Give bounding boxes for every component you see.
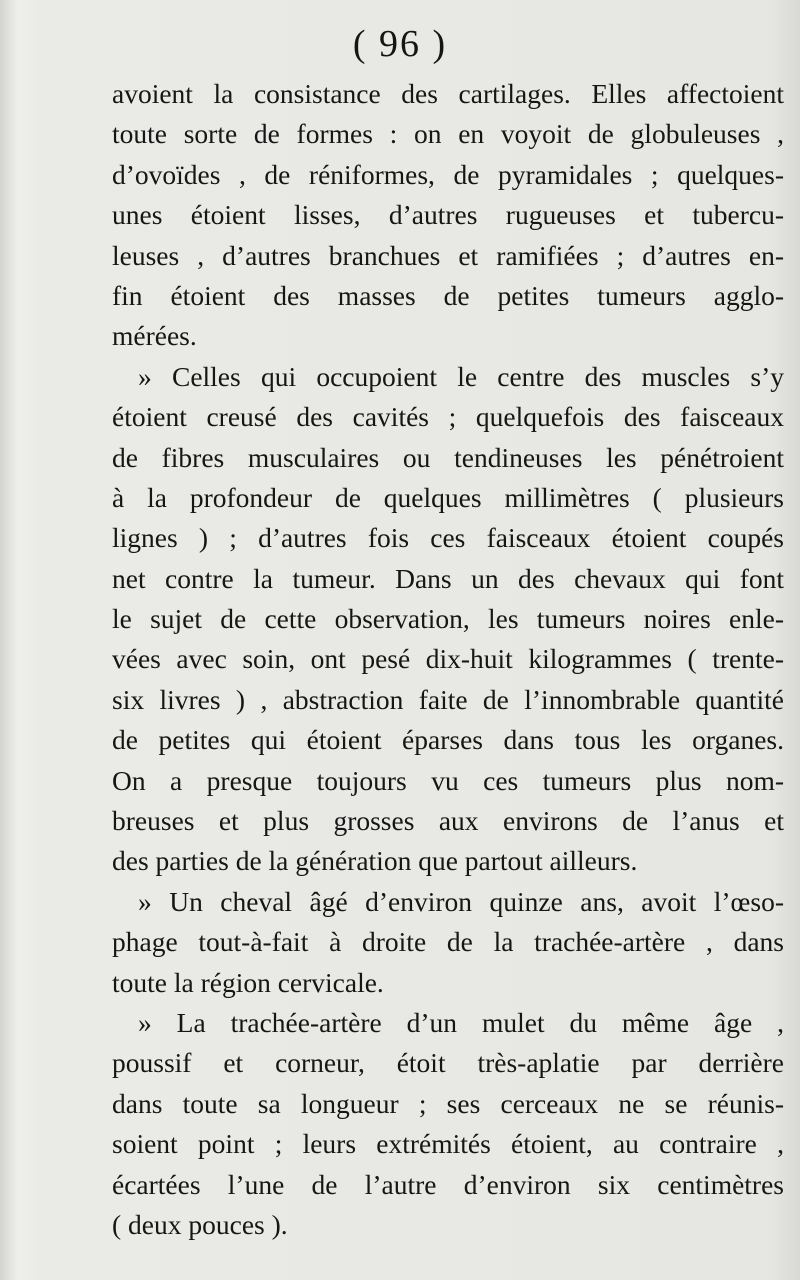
text-line: » La trachée-artère d’un mulet du même âge , <box>138 1006 784 1038</box>
text-line: à la profondeur de quelques millimètres ( plusieurs <box>112 481 784 513</box>
body-text <box>112 74 784 1245</box>
text-line: fin étoient des masses de petites tumeurs agglo- <box>112 279 784 311</box>
text-line: étoient creusé des cavités ; quelquefois des faisceaux <box>112 401 784 433</box>
text-line: vées avec soin, ont pesé dix-huit kilogrammes ( trente- <box>112 643 784 675</box>
text-line: six livres ) , abstraction faite de l’innombrable quantité <box>112 683 784 715</box>
text-line: avoient la consistance des cartilages. Elles affectoient <box>112 78 784 109</box>
text-line: On a presque toujours vu ces tumeurs plus nom- <box>112 764 784 796</box>
text-line: soient point ; leurs extrémités étoient, au contraire , <box>112 1128 784 1160</box>
text-line: unes étoient lisses, d’autres rugueuses et tubercu- <box>112 199 784 231</box>
text-line: leuses , d’autres branchues et ramifiées ; d’autres en- <box>112 239 784 271</box>
text-line: d’ovoïdes , de réniformes, de pyramidales ; quelques- <box>112 158 784 190</box>
text-line: net contre la tumeur. Dans un des chevaux qui font <box>112 562 784 594</box>
text-line: le sujet de cette observation, les tumeurs noires enle- <box>112 603 784 635</box>
text-line: » Un cheval âgé d’environ quinze ans, avoit l’œso- <box>138 885 784 917</box>
text-line: phage tout-à-fait à droite de la trachée-artère , dans <box>112 926 784 958</box>
text-line: dans toute sa longueur ; ses cerceaux ne se réunis- <box>112 1087 784 1119</box>
text-line: toute la région cervicale. <box>112 966 384 998</box>
text-line: écartées l’une de l’autre d’environ six centimètres <box>112 1168 784 1200</box>
text-line: breuses et plus grosses aux environs de l’anus et <box>112 805 784 837</box>
text-line: de fibres musculaires ou tendineuses les pénétroient <box>112 441 784 473</box>
text-line: poussif et corneur, étoit très-aplatie par derrière <box>112 1047 784 1079</box>
page-number: ( 96 ) <box>352 23 448 65</box>
text-line: lignes ) ; d’autres fois ces faisceaux étoient coupés <box>112 522 784 554</box>
text-line: de petites qui étoient éparses dans tous les organes. <box>112 724 784 756</box>
page-gutter-shadow <box>0 0 18 1280</box>
text-line: toute sorte de formes : on en voyoit de globuleuses , <box>112 118 784 150</box>
text-line: mérées. <box>112 320 197 352</box>
text-line: » Celles qui occupoient le centre des muscles s’y <box>138 360 784 392</box>
text-line: des parties de la génération que partout ailleurs. <box>112 845 638 877</box>
text-line: ( deux pouces ). <box>112 1208 288 1240</box>
